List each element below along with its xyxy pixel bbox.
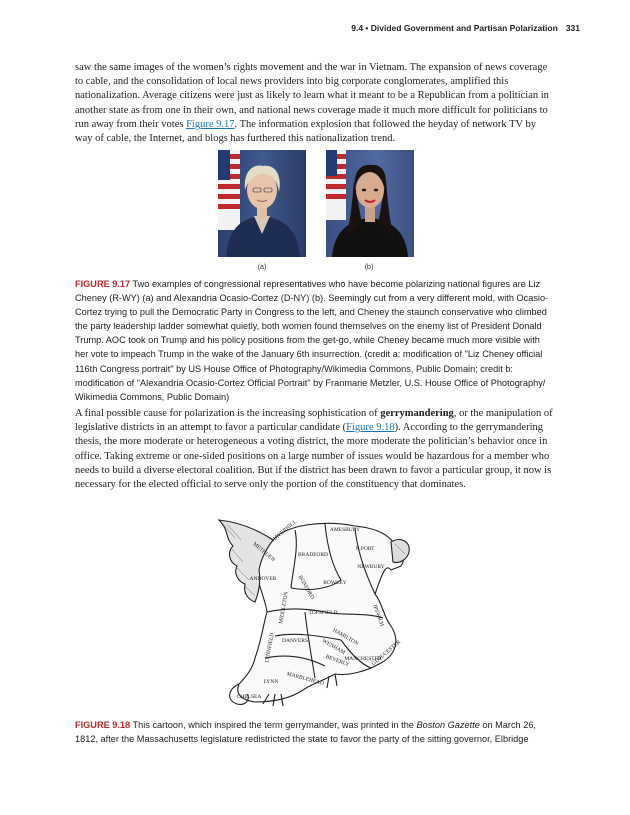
- page-number: 331: [565, 23, 580, 33]
- paragraph-text: , or the manipulation of legislative districts in an attempt to favor a particular candidate (: [75, 408, 553, 434]
- town-label: HAVERHILL: [270, 519, 299, 544]
- alexandria-ocasio-cortez-portrait: [326, 150, 414, 257]
- body-paragraph-1: [75, 61, 553, 146]
- figure-9-17-caption: [75, 277, 553, 404]
- caption-text: on March 26, 1812, after the Massachusetts legislature redistricted the state to favor the party of the sitting governor, Elbridge: [75, 720, 536, 745]
- sublabel-a: (a): [257, 264, 267, 271]
- town-label: BEVERLY: [324, 653, 351, 669]
- town-label: MIDDLETON: [278, 591, 290, 625]
- figure-9-18-label: FIGURE 9.18: [75, 720, 131, 730]
- caption-text: Two examples of congressional representatives who have become polarizing national figures are Liz Cheney (R-WY) (a) and Alexandria Ocasio-Cortez (D-NY) (b). Seemingly cut from a very different mold, with Ocasio-Cortez trying to pull the Democratic Party in Congress to the left, and Cheney the staunch conservative who climbed the party leadership ladder somewhat quietly, both women found themselves on the enemy list of President Donald Trump. AOC took on Trump and his policy positions from the get-go, while Cheney became much more visible with her vote to impeach Trump in the wake of the January 6th insurrection. (credit a: modification of "Liz Cheney official 116th Congress portrait" by US House Office of Photography/Wikimedia Commons, Public Domain; credit b: modification of "Alexandria Ocasio-Cortez Official Portrait" by Franmarie Metzler, U.S. House Office of Photography/ Wikimedia Commons, Public Domain): [75, 279, 549, 402]
- town-label: BOXFORD: [296, 574, 316, 601]
- town-label: HAMILTON: [331, 627, 360, 647]
- town-label: WENHAM: [321, 638, 346, 657]
- town-label: ROWLEY: [323, 580, 347, 586]
- newspaper-title: Boston Gazette: [416, 720, 480, 730]
- town-label: MARBLEHEAD: [286, 671, 325, 687]
- town-label: N.PORT: [355, 546, 375, 552]
- gerrymander-cartoon: [215, 508, 415, 710]
- town-label: ANDOVER: [249, 576, 277, 582]
- paragraph-text: saw the same images of the women’s rights movement and the war in Vietnam. The expansion of news coverage to cable, and the consolidation of local news providers into big corporate conglomerates, amplified this nationalization. Average citizens were just as likely to learn what it meant to be a Republican from a politician in another state as from one in their own, and national news coverage made it much more difficult for politicians to run away from their votes: [75, 62, 549, 130]
- figure-9-17-link[interactable]: Figure 9.17: [186, 118, 235, 130]
- paragraph-text: A final possible cause for polarization is the increasing sophistication of: [75, 408, 381, 419]
- town-label: BRADFORD: [298, 552, 328, 558]
- town-label: CHELSEA: [236, 694, 262, 700]
- town-label: LYNNFIELD: [264, 632, 276, 664]
- town-label: IPSWICH: [371, 604, 385, 628]
- town-label: LYNN: [263, 679, 279, 685]
- figure-9-17-label: FIGURE 9.17: [75, 279, 131, 289]
- town-label: MANCHESTER: [344, 656, 382, 662]
- paragraph-text: ). According to the gerrymandering thesis, the more moderate or heterogeneous a voting district, the more moderate the politician’s behavior once in office. Taking extreme or one-sided positions on a large number of issues would be hazardous for a member who needs to build a diverse electoral coalition. But if the district has been drawn to favor a particular group, it now is necessary for the elected official to serve only the portion of the constituency that dominates.: [75, 422, 552, 491]
- dragon-head: [391, 540, 409, 563]
- section-title: 9.4 • Divided Government and Partisan Polarization: [351, 23, 558, 33]
- body-paragraph-2: [75, 407, 553, 492]
- town-label: DANVERS: [282, 638, 308, 644]
- town-label: METHUEN: [251, 541, 276, 564]
- caption-text: This cartoon, which inspired the term gerrymander, was printed in the: [130, 720, 417, 730]
- paragraph-text: . The information explosion that followed the heyday of network TV by way of cable, the Internet, and blogs has furthered this nationalization trend.: [75, 118, 537, 145]
- town-label: TOPSFIELD: [308, 610, 338, 616]
- figure-9-18-link[interactable]: Figure 9.18: [346, 422, 395, 434]
- town-label: NEWBURY: [357, 564, 385, 570]
- running-header: [351, 23, 580, 33]
- town-label: GLOUCESTER: [370, 639, 402, 668]
- town-label: AMESBURY: [329, 527, 361, 533]
- key-term-gerrymandering: gerrymandering: [380, 408, 454, 419]
- figure-9-18-caption: [75, 718, 553, 746]
- liz-cheney-portrait: [218, 150, 306, 257]
- sublabel-b: (b): [364, 264, 374, 271]
